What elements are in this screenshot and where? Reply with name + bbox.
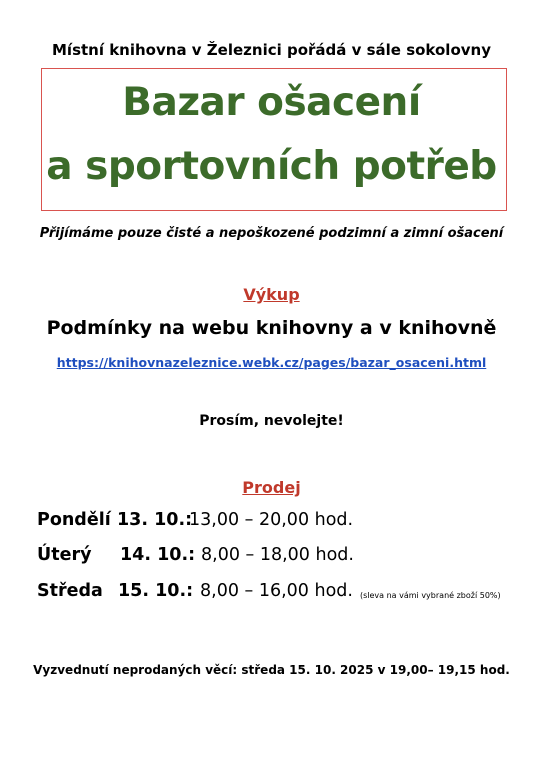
- schedule-day: Úterý: [37, 545, 92, 565]
- schedule-time: 8,00 – 16,00 hod.: [200, 581, 353, 601]
- schedule-date: 14. 10.:: [120, 545, 196, 565]
- title-line-1: Bazar ošacení: [122, 80, 421, 125]
- acceptance-notice: Přijímáme pouze čisté a nepoškozené podzimní a zimní ošacení: [39, 226, 504, 241]
- schedule-day: Pondělí: [37, 510, 111, 530]
- bazaar-web-link[interactable]: https://knihovnazeleznice.webk.cz/pages/bazar_osaceni.html: [56, 355, 487, 370]
- no-calls-notice: Prosím, nevolejte!: [199, 413, 344, 429]
- intro-text: Místní knihovna v Železnici pořádá v sále sokolovny: [52, 41, 491, 59]
- schedule-day: Středa: [37, 581, 103, 601]
- buy-heading: Výkup: [243, 285, 300, 304]
- schedule-date: 15. 10.:: [118, 581, 194, 601]
- title-line-2: a sportovních potřeb: [46, 144, 497, 189]
- schedule-date: 13. 10.:: [117, 510, 193, 530]
- schedule-time: 8,00 – 18,00 hod.: [201, 545, 354, 565]
- discount-note: (sleva na vámi vybrané zboží 50%): [360, 591, 501, 600]
- pickup-notice: Vyzvednutí neprodaných věcí: středa 15. 10. 2025 v 19,00– 19,15 hod.: [33, 663, 510, 677]
- conditions-text: Podmínky na webu knihovny a v knihovně: [46, 317, 497, 339]
- sale-heading: Prodej: [242, 478, 301, 497]
- schedule-time: 13,00 – 20,00 hod.: [189, 510, 354, 530]
